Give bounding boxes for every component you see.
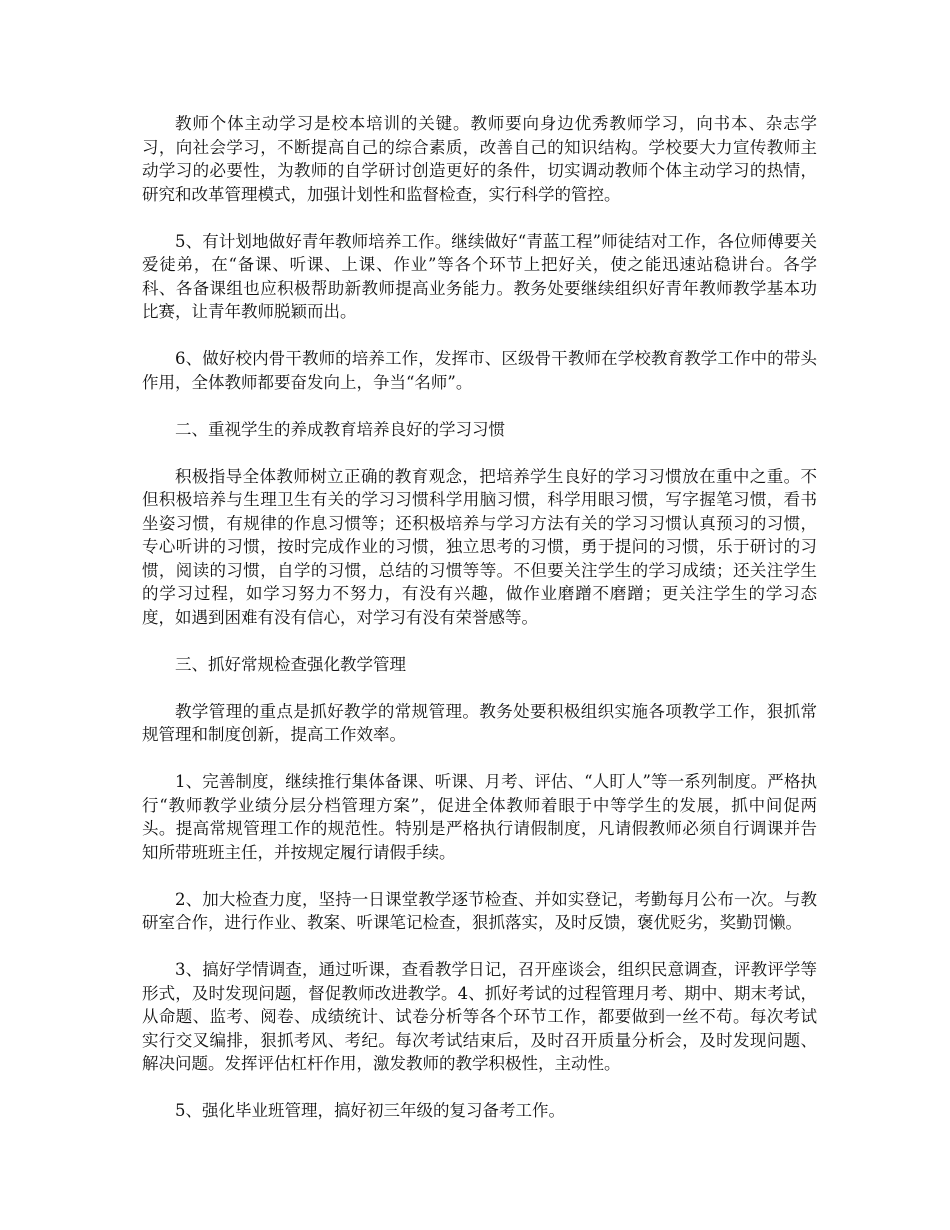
paragraph-inspection: 2、加大检查力度，坚持一日课堂教学逐节检查、并如实登记，考勤每月公布一次。与教研室合作，进行作业、教案、听课笔记检查，狠抓落实，及时反馈，褒优贬劣，奖勤罚懒。 — [142, 889, 817, 932]
paragraph-backbone-teacher-training: 6、做好校内骨干教师的培养工作，发挥市、区级骨干教师在学校教育教学工作中的带头作用，全体教师都要奋发向上，争当“名师”。 — [142, 349, 817, 392]
paragraph-study-habits: 积极指导全体教师树立正确的教育观念，把培养学生良好的学习习惯放在重中之重。不但积极培养与生理卫生有关的学习习惯科学用脑习惯，科学用眼习惯，写字握笔习惯，看书坐姿习惯，有规律的作息习惯等；还积极培养与学习方法有关的学习习惯认真预习的习惯，专心听讲的习惯，按时完成作业的习惯，独立思考的习惯，勇于提问的习惯，乐于研讨的习惯，阅读的习惯，自学的习惯，总结的习惯等等。不但要关注学生的学习成绩；还关注学生的学习过程，如学习努力不努力，有没有兴趣，做作业磨蹭不磨蹭；更关注学生的学习态度，如遇到困难有没有信心，对学习有没有荣誉感等。 — [142, 466, 817, 627]
section-heading-study-habits: 二、重视学生的养成教育培养良好的学习习惯 — [175, 419, 505, 439]
paragraph-management-focus: 教学管理的重点是抓好教学的常规管理。教务处要积极组织实施各项教学工作，狠抓常规管理和制度创新，提高工作效率。 — [142, 701, 817, 744]
paragraph-survey-and-exams: 3、搞好学情调查，通过听课，查看教学日记，召开座谈会，组织民意调查，评教评学等形式，及时发现问题，督促教师改进教学。4、抓好考试的过程管理月考、期中、期末考试，从命题、监考、阅卷、成绩统计、试卷分析等各个环节工作，都要做到一丝不苟。每次考试实行交叉编排，狠抓考风、考纪。每次考试结束后，及时召开质量分析会，及时发现问题、解决问题。发挥评估杠杆作用，激发教师的教学积极性，主动性。 — [142, 960, 817, 1073]
section-heading-teaching-management: 三、抓好常规检查强化教学管理 — [175, 654, 406, 674]
paragraph-teacher-self-study: 教师个体主动学习是校本培训的关键。教师要向身边优秀教师学习，向书本、杂志学习，向社会学习，不断提高自己的综合素质，改善自己的知识结构。学校要大力宣传教师主动学习的必要性，为教师的自学研讨创造更好的条件，切实调动教师个体主动学习的热情，研究和改革管理模式，加强计划性和监督检查，实行科学的管控。 — [142, 114, 817, 204]
paragraph-young-teacher-training: 5、有计划地做好青年教师培养工作。继续做好“青蓝工程”师徒结对工作，各位师傅要关爱徒弟，在“备课、听课、上课、作业”等各个环节上把好关，使之能迅速站稳讲台。各学科、各备课组也应积极帮助新教师提高业务能力。教务处要继续组织好青年教师教学基本功比赛，让青年教师脱颖而出。 — [142, 231, 817, 321]
paragraph-improve-system: 1、完善制度，继续推行集体备课、听课、月考、评估、“人盯人”等一系列制度。严格执行“教师教学业绩分层分档管理方案”，促进全体教师着眼于中等学生的发展，抓中间促两头。提高常规管理工作的规范性。特别是严格执行请假制度，凡请假教师必须自行调课并告知所带班班主任，并按规定履行请假手续。 — [142, 772, 817, 862]
paragraph-graduating-class: 5、强化毕业班管理，搞好初三年级的复习备考工作。 — [175, 1101, 565, 1120]
document-page — [142, 112, 817, 1146]
